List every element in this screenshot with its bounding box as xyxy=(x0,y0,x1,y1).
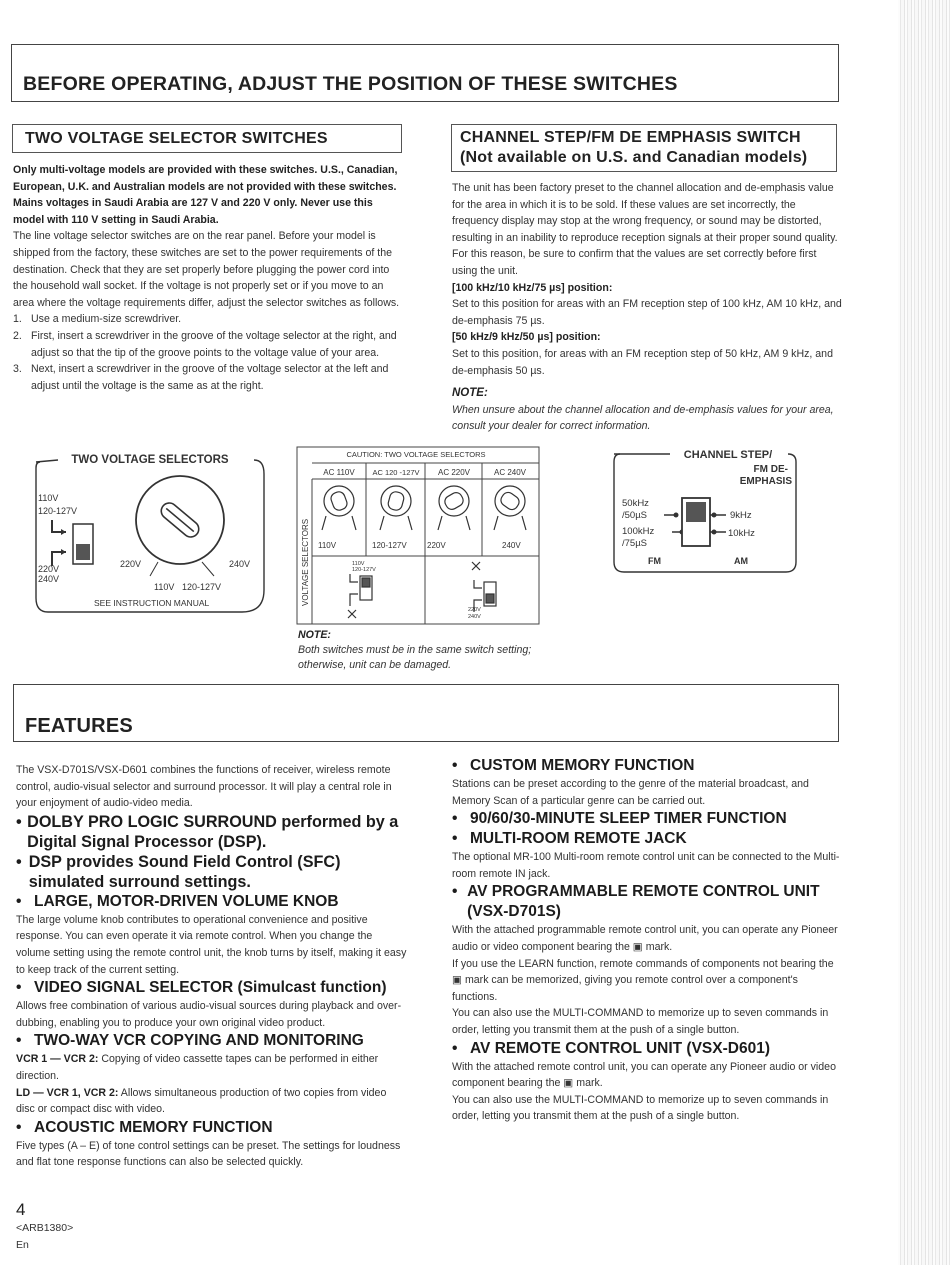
feature-dsp: • DSP provides Sound Field Control (SFC) simulated surround settings. xyxy=(16,852,341,891)
label-9khz: 9kHz xyxy=(730,510,752,521)
option-50khz-text: Set to this position, for areas with an FM reception step of 50 kHz, AM 9 kHz, and de-emphasis 50 µs. xyxy=(452,347,833,377)
voltage-steps xyxy=(13,311,405,394)
channel-text xyxy=(452,180,842,435)
feature-multiroom-text: The optional MR-100 Multi-room remote control unit can be connected to the Multi-room remote IN jack. xyxy=(452,851,840,880)
feature-video-text: Allows free combination of various audio-visual sources during playback and over-dubbing, enabling you to produce your own original video product. xyxy=(16,1000,402,1029)
voltage-text xyxy=(13,162,405,394)
saudi-warning: Mains voltages in Saudi Arabia are 127 V and 220 V only. Never use this model with 110 V setting in Saudi Arabia. xyxy=(13,197,373,226)
knob-220v: 220V xyxy=(427,541,446,550)
header-ac110: AC 110V xyxy=(323,468,355,477)
channel-heading-line1: CHANNEL STEP/FM DE EMPHASIS SWITCH xyxy=(460,129,801,146)
label-50khz: 50kHz xyxy=(622,498,649,509)
header-ac220: AC 220V xyxy=(437,468,471,477)
feature-acoustic-heading: • ACOUSTIC MEMORY FUNCTION xyxy=(16,1118,273,1136)
scan-edge xyxy=(898,0,950,1265)
label-am: AM xyxy=(734,556,748,566)
channel-note-label: NOTE: xyxy=(452,387,488,400)
features-left-column xyxy=(16,762,408,1171)
header-ac120: AC 120 -127V xyxy=(372,468,420,477)
features-right-column xyxy=(452,756,844,1125)
header-ac240: AC 240V xyxy=(493,468,527,477)
feature-multiroom-heading: • MULTI-ROOM REMOTE JACK xyxy=(452,830,687,848)
fig-channel-sub2: EMPHASIS xyxy=(739,476,792,487)
voltage-heading: TWO VOLTAGE SELECTOR SWITCHES xyxy=(25,130,328,147)
footer xyxy=(16,1200,216,1254)
page-number: 4 xyxy=(16,1200,26,1219)
features-box xyxy=(13,684,839,742)
feature-video-heading: • VIDEO SIGNAL SELECTOR (Simulcast function) xyxy=(16,979,387,997)
feature-vcr-heading: • TWO-WAY VCR COPYING AND MONITORING xyxy=(16,1032,364,1050)
feature-vcr1: VCR 1 — VCR 2: Copying of video cassette tapes can be performed in either direction. xyxy=(16,1053,379,1082)
caution-title: CAUTION: TWO VOLTAGE SELECTORS xyxy=(346,450,486,459)
feature-vcr2: LD — VCR 1, VCR 2: Allows simultaneous production of two copies from video disc or compact disc with video. xyxy=(16,1086,387,1116)
label-110v: 110V xyxy=(38,493,59,503)
voltage-selectors-figure xyxy=(32,448,272,616)
feature-acoustic-text: Five types (A – E) of tone control settings can be preset. The settings for loudness and flat tone response functions can also be selected quickly. xyxy=(16,1139,401,1169)
label-fm: FM xyxy=(648,556,661,566)
see-manual-label: SEE INSTRUCTION MANUAL xyxy=(94,598,210,608)
feature-programmable-text2: If you use the LEARN function, remote commands of components not bearing the ▣ mark can be memorized, giving you remote control over a component's functions. xyxy=(452,957,834,1003)
list-item: 3. Next, insert a screwdriver in the groove of the voltage selector at the left and adjust until the voltage is the same as at the right. xyxy=(13,363,389,392)
feature-av-remote-heading: • AV REMOTE CONTROL UNIT (VSX-D601) xyxy=(452,1039,770,1057)
slide-110v: 110V xyxy=(352,561,365,567)
voltage-selectors-side-label: VOLTAGE SELECTORS xyxy=(301,518,310,606)
voltage-models-note: Only multi-voltage models are provided with these switches. U.S., Canadian, European, U.K. and Australian models are not provided with these switches. xyxy=(13,164,398,193)
knob-label-110v: 110V xyxy=(154,582,175,592)
voltage-intro: The line voltage selector switches are on the rear panel. Before your model is shipped from the factory, these switches are set to the power requirements of the destination. Check that they are set properly before plugging the power cord into the household wall socket. If the voltage is not properly set or if you move to an area where the voltage requirements differ, adjust the selector switches as follows. xyxy=(13,230,400,309)
slide-240v: 240V xyxy=(468,614,481,620)
feature-av-remote-text1: With the attached remote control unit, you can operate any Pioneer audio or video component bearing the ▣ mark. xyxy=(452,1060,836,1090)
feature-sleep-heading: • 90/60/30-MINUTE SLEEP TIMER FUNCTION xyxy=(452,810,787,828)
caution-note-text: Both switches must be in the same switch setting; otherwise, unit can be damaged. xyxy=(298,644,532,671)
list-item: 1. Use a medium-size screwdriver. xyxy=(13,313,182,326)
label-240v: 240V xyxy=(38,574,60,584)
knob-110v: 110V xyxy=(318,541,337,550)
option-50khz-label: [50 kHz/9 kHz/50 µs] position: xyxy=(452,331,601,344)
document-code: <ARB1380> xyxy=(16,1222,74,1234)
caution-note-label: NOTE: xyxy=(298,629,331,641)
channel-heading-line2: (Not available on U.S. and Canadian models) xyxy=(460,149,808,166)
list-item: 2. First, insert a screwdriver in the groove of the voltage selector at the right, and adjust so that the tip of the groove points to the voltage value of your area. xyxy=(13,329,397,359)
fig-channel-title: CHANNEL STEP/ xyxy=(683,449,773,461)
feature-programmable-heading: • AV PROGRAMMABLE REMOTE CONTROL UNIT (VSX-D701S) xyxy=(452,883,820,921)
feature-programmable-text3: You can also use the MULTI-COMMAND to memorize up to seven commands in order, letting you transmit them at the push of a single button. xyxy=(452,1007,829,1036)
language-code: En xyxy=(16,1239,29,1251)
feature-custom-text: Stations can be preset according to the genre of the material broadcast, and Memory Scan of a particular genre can be carried out. xyxy=(452,778,809,807)
label-120v: 120-127V xyxy=(38,506,78,516)
channel-note-text: When unsure about the channel allocation and de-emphasis values for your area, consult your dealer for correct information. xyxy=(452,403,834,433)
option-100khz-label: [100 kHz/10 kHz/75 µs] position: xyxy=(452,281,613,294)
label-75us: /75µS xyxy=(622,538,648,549)
channel-step-figure xyxy=(610,448,800,578)
label-220v: 220V xyxy=(38,564,60,574)
feature-av-remote-text2: You can also use the MULTI-COMMAND to memorize up to seven commands in order, letting you transmit them at the push of a single button. xyxy=(452,1093,829,1123)
knob-240v: 240V xyxy=(502,541,521,550)
channel-intro: The unit has been factory preset to the channel allocation and de-emphasis value for the area in which it is to be sold. If these values are set incorrectly, the frequency display may stop at the wrong frequency, or sound may be distorted, resulting in an inability to reproduce reception signals at their proper sound quality. For this reason, be sure to confirm that the values are set correctly before first using the unit. xyxy=(452,182,838,277)
fig-selectors-title: TWO VOLTAGE SELECTORS xyxy=(71,454,229,466)
feature-dolby: • DOLBY PRO LOGIC SURROUND performed by a Digital Signal Processor (DSP). xyxy=(16,812,399,851)
features-intro: The VSX-D701S/VSX-D601 combines the functions of receiver, wireless remote control, audio-visual selector and surround processor. It will play a central role in your enjoyment of audio-video media. xyxy=(16,764,392,810)
option-100khz-text: Set to this position for areas with an FM reception step of 100 kHz, AM 10 kHz, and de-emphasis 75 µs. xyxy=(452,298,842,327)
knob-label-220v: 220V xyxy=(120,559,142,569)
caution-note xyxy=(298,628,558,673)
page-title: BEFORE OPERATING, ADJUST THE POSITION OF THESE SWITCHES xyxy=(23,73,678,95)
feature-knob-heading: • LARGE, MOTOR-DRIVEN VOLUME KNOB xyxy=(16,892,339,910)
caution-figure xyxy=(296,446,542,626)
knob-label-240v: 240V xyxy=(229,559,251,569)
feature-knob-text: The large volume knob contributes to operational convenience and positive response. You can even operate it via remote control. When you change the volume setting using the remote control unit, the knob turns by itself, making it easy to keep track of the current setting. xyxy=(16,913,407,976)
features-title: FEATURES xyxy=(25,715,133,737)
feature-custom-heading: • CUSTOM MEMORY FUNCTION xyxy=(452,757,695,774)
slide-220v: 220V xyxy=(468,607,481,613)
fig-channel-sub1: FM DE- xyxy=(753,464,788,475)
label-100khz: 100kHz xyxy=(622,526,655,537)
label-10khz: 10kHz xyxy=(728,528,755,539)
label-50us: /50µS xyxy=(622,510,648,521)
knob-120v: 120-127V xyxy=(372,541,407,550)
slide-120v: 120-127V xyxy=(352,567,376,573)
feature-programmable-text1: With the attached programmable remote control unit, you can operate any Pioneer audio or video component bearing the ▣ mark. xyxy=(452,924,838,953)
knob-label-120v: 120-127V xyxy=(182,582,222,592)
